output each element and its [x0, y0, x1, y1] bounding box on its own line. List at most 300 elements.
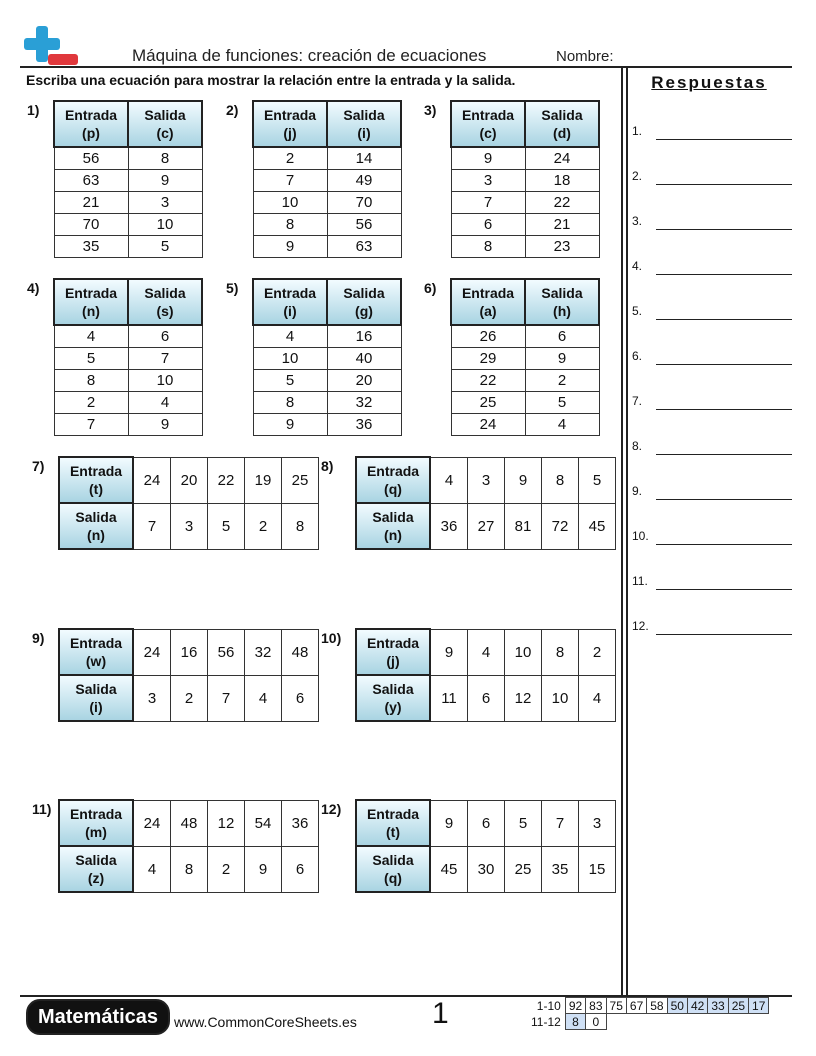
answer-blank[interactable]: [656, 589, 792, 590]
output-value: 2: [171, 675, 208, 721]
input-header-label: Entrada: [69, 806, 123, 822]
input-header: [253, 279, 327, 325]
input-value: 5: [505, 800, 542, 846]
output-value: 81: [505, 503, 542, 549]
input-row: [59, 800, 319, 846]
input-variable: (p): [82, 125, 100, 141]
input-value: 29: [451, 348, 525, 370]
output-value: 7: [208, 675, 245, 721]
function-table: [58, 799, 319, 893]
input-value: 2: [54, 392, 128, 414]
output-value: 10: [128, 214, 202, 236]
output-variable: (c): [156, 125, 174, 141]
answer-blank[interactable]: [656, 319, 792, 320]
output-value: 49: [327, 170, 401, 192]
answer-line[interactable]: [632, 349, 792, 365]
output-value: 40: [327, 348, 401, 370]
answer-number: 12.: [632, 619, 649, 633]
output-value: 20: [327, 370, 401, 392]
output-value: 22: [525, 192, 599, 214]
input-header: [54, 101, 128, 147]
input-variable: (m): [85, 824, 107, 840]
answer-line[interactable]: [632, 574, 792, 590]
output-value: 27: [468, 503, 505, 549]
input-header: [59, 800, 133, 846]
score-key-row: [528, 1014, 769, 1030]
input-value: 24: [133, 800, 171, 846]
output-value: 6: [525, 325, 599, 348]
answer-blank[interactable]: [656, 544, 792, 545]
answer-line[interactable]: [632, 619, 792, 635]
output-value: 4: [525, 414, 599, 436]
output-value: 21: [525, 214, 599, 236]
input-value: 4: [54, 325, 128, 348]
output-header: [327, 279, 401, 325]
table-row: [54, 348, 202, 370]
input-value: 5: [253, 370, 327, 392]
table-row: [451, 147, 599, 170]
page-number: 1: [432, 997, 449, 1030]
problem-number: 3): [424, 102, 437, 118]
header-row: [451, 279, 599, 325]
answer-blank[interactable]: [656, 634, 792, 635]
output-value: 56: [327, 214, 401, 236]
input-row: [356, 800, 616, 846]
answer-blank[interactable]: [656, 139, 792, 140]
output-header: [128, 279, 202, 325]
header-row: [54, 101, 202, 147]
input-header-label: Entrada: [69, 463, 123, 479]
input-value: 9: [505, 457, 542, 503]
input-value: 32: [245, 629, 282, 675]
input-variable: (t): [89, 481, 103, 497]
input-variable: (i): [283, 303, 297, 319]
output-header-label: Salida: [75, 509, 117, 525]
input-value: 10: [253, 192, 327, 214]
output-value: 9: [128, 414, 202, 436]
input-variable: (c): [479, 125, 497, 141]
input-value: 8: [253, 214, 327, 236]
output-value: 23: [525, 236, 599, 258]
output-header: [327, 101, 401, 147]
input-header-label: Entrada: [461, 285, 515, 301]
output-value: 11: [430, 675, 468, 721]
output-value: 16: [327, 325, 401, 348]
output-value: 72: [542, 503, 579, 549]
table-row: [54, 414, 202, 436]
output-value: 45: [430, 846, 468, 892]
input-header: [54, 279, 128, 325]
problem-number: 4): [27, 280, 40, 296]
score-key-value: 0: [586, 1014, 606, 1030]
answer-number: 9.: [632, 484, 643, 498]
answer-line[interactable]: [632, 484, 792, 500]
input-value: 22: [208, 457, 245, 503]
input-value: 35: [54, 236, 128, 258]
output-value: 10: [542, 675, 579, 721]
page-title: Máquina de funciones: creación de ecuaciones: [132, 46, 487, 65]
input-value: 54: [245, 800, 282, 846]
input-value: 9: [253, 236, 327, 258]
score-key-value: 50: [667, 998, 687, 1014]
output-header-label: Salida: [541, 285, 583, 301]
problem-number: 11): [32, 801, 52, 817]
output-header: [59, 503, 133, 549]
input-header-label: Entrada: [366, 635, 420, 651]
input-row: [59, 457, 319, 503]
input-value: 63: [54, 170, 128, 192]
output-value: 14: [327, 147, 401, 170]
problem-number: 10): [321, 630, 342, 646]
instructions: Escriba una ecuación para mostrar la relación entre la entrada y la salida.: [26, 72, 516, 88]
input-value: 12: [208, 800, 245, 846]
input-header-label: Entrada: [64, 285, 118, 301]
score-key-value: 67: [626, 998, 646, 1014]
answer-line[interactable]: [632, 439, 792, 455]
output-header-label: Salida: [144, 285, 186, 301]
table-row: [253, 348, 401, 370]
table-row: [451, 370, 599, 392]
answer-blank[interactable]: [656, 364, 792, 365]
answer-blank[interactable]: [656, 184, 792, 185]
input-variable: (w): [85, 653, 107, 669]
input-header: [451, 279, 525, 325]
header-row: [253, 101, 401, 147]
table-row: [253, 370, 401, 392]
output-value: 9: [128, 170, 202, 192]
output-value: 5: [525, 392, 599, 414]
input-value: 19: [245, 457, 282, 503]
output-value: 3: [133, 675, 171, 721]
output-variable: (n): [384, 527, 402, 543]
input-header: [356, 629, 430, 675]
output-variable: (i): [357, 125, 371, 141]
output-header: [128, 101, 202, 147]
score-key-value: 17: [749, 998, 769, 1014]
function-table: [58, 628, 319, 722]
input-header-label: Entrada: [366, 806, 420, 822]
answer-line[interactable]: [632, 259, 792, 275]
answers-title: Respuestas: [651, 73, 767, 92]
table-row: [451, 192, 599, 214]
input-value: 10: [505, 629, 542, 675]
answer-blank[interactable]: [656, 499, 792, 500]
table-row: [54, 392, 202, 414]
input-value: 9: [253, 414, 327, 436]
answer-line[interactable]: [632, 169, 792, 185]
input-value: 4: [253, 325, 327, 348]
function-table: [355, 799, 616, 893]
answer-blank[interactable]: [656, 229, 792, 230]
output-value: 8: [171, 846, 208, 892]
score-key-range: 1-10: [536, 998, 561, 1013]
output-header-label: Salida: [541, 107, 583, 123]
input-value: 9: [451, 147, 525, 170]
output-value: 32: [327, 392, 401, 414]
input-value: 24: [451, 414, 525, 436]
input-row: [356, 629, 616, 675]
input-value: 26: [451, 325, 525, 348]
output-row: [59, 846, 319, 892]
output-variable: (d): [553, 125, 571, 141]
output-row: [59, 675, 319, 721]
input-value: 8: [54, 370, 128, 392]
input-value: 22: [451, 370, 525, 392]
score-key-value: 83: [586, 998, 606, 1014]
output-header: [59, 675, 133, 721]
input-header: [59, 457, 133, 503]
score-key-value: 25: [728, 998, 748, 1014]
score-key: [528, 997, 769, 1030]
answer-line[interactable]: [632, 394, 792, 410]
problem-number: 12): [321, 801, 342, 817]
score-key-value: 8: [565, 1014, 585, 1030]
problem-number: 6): [424, 280, 437, 296]
function-table: [53, 100, 203, 258]
problem-number: 8): [321, 458, 334, 474]
input-header-label: Entrada: [366, 463, 420, 479]
input-value: 21: [54, 192, 128, 214]
table-row: [253, 392, 401, 414]
output-value: 4: [245, 675, 282, 721]
table-row: [451, 170, 599, 192]
output-value: 3: [128, 192, 202, 214]
output-variable: (h): [553, 303, 571, 319]
output-value: 12: [505, 675, 542, 721]
problem-number: 5): [226, 280, 239, 296]
score-key-value: 33: [708, 998, 728, 1014]
input-value: 24: [133, 629, 171, 675]
output-value: 24: [525, 147, 599, 170]
input-value: 25: [282, 457, 319, 503]
output-header-label: Salida: [75, 852, 117, 868]
output-row: [356, 846, 616, 892]
input-value: 9: [430, 629, 468, 675]
output-value: 35: [542, 846, 579, 892]
output-header-label: Salida: [75, 681, 117, 697]
function-table: [450, 278, 600, 436]
table-row: [451, 325, 599, 348]
input-value: 5: [579, 457, 616, 503]
output-value: 45: [579, 503, 616, 549]
output-value: 5: [208, 503, 245, 549]
input-value: 4: [430, 457, 468, 503]
table-row: [54, 214, 202, 236]
answer-number: 8.: [632, 439, 643, 453]
score-key-value: 58: [647, 998, 667, 1014]
table-row: [253, 192, 401, 214]
table-row: [54, 192, 202, 214]
input-header: [253, 101, 327, 147]
answer-line[interactable]: [632, 214, 792, 230]
table-row: [451, 392, 599, 414]
output-value: 18: [525, 170, 599, 192]
output-value: 7: [128, 348, 202, 370]
output-variable: (z): [87, 870, 105, 886]
answer-line[interactable]: [632, 124, 792, 140]
output-value: 9: [245, 846, 282, 892]
input-header: [59, 629, 133, 675]
table-row: [253, 325, 401, 348]
output-header: [356, 846, 430, 892]
input-value: 2: [253, 147, 327, 170]
input-variable: (n): [82, 303, 100, 319]
output-row: [356, 675, 616, 721]
input-value: 7: [542, 800, 579, 846]
output-value: 8: [282, 503, 319, 549]
output-header: [525, 101, 599, 147]
answer-blank[interactable]: [656, 409, 792, 410]
input-variable: (t): [386, 824, 400, 840]
input-value: 9: [430, 800, 468, 846]
input-value: 48: [171, 800, 208, 846]
input-variable: (q): [384, 481, 402, 497]
input-header-label: Entrada: [69, 635, 123, 651]
output-header: [525, 279, 599, 325]
answer-line[interactable]: [632, 529, 792, 545]
input-value: 7: [451, 192, 525, 214]
output-value: 70: [327, 192, 401, 214]
input-variable: (j): [386, 653, 400, 669]
table-row: [451, 236, 599, 258]
output-header-label: Salida: [372, 509, 414, 525]
input-header-label: Entrada: [263, 285, 317, 301]
problem-number: 9): [32, 630, 45, 646]
answer-blank[interactable]: [656, 274, 792, 275]
input-value: 3: [451, 170, 525, 192]
input-value: 6: [451, 214, 525, 236]
input-value: 4: [468, 629, 505, 675]
function-table: [355, 456, 616, 550]
answer-number: 5.: [632, 304, 643, 318]
input-value: 5: [54, 348, 128, 370]
output-header-label: Salida: [144, 107, 186, 123]
output-variable: (s): [156, 303, 174, 319]
answer-number: 4.: [632, 259, 643, 273]
output-value: 8: [128, 147, 202, 170]
input-header: [356, 800, 430, 846]
table-row: [253, 170, 401, 192]
output-header-label: Salida: [372, 681, 414, 697]
function-table: [58, 456, 319, 550]
score-key-value: 92: [565, 998, 585, 1014]
output-value: 2: [245, 503, 282, 549]
answer-blank[interactable]: [656, 454, 792, 455]
input-value: 2: [579, 629, 616, 675]
score-key-range: 11-12: [531, 1014, 561, 1029]
answer-number: 6.: [632, 349, 643, 363]
problem-number: 1): [27, 102, 40, 118]
table-row: [253, 147, 401, 170]
output-value: 10: [128, 370, 202, 392]
input-value: 7: [253, 170, 327, 192]
table-row: [451, 414, 599, 436]
input-value: 8: [542, 629, 579, 675]
input-value: 24: [133, 457, 171, 503]
output-header-label: Salida: [343, 107, 385, 123]
function-table: [450, 100, 600, 258]
table-row: [253, 214, 401, 236]
score-key-value: 75: [606, 998, 626, 1014]
output-value: 7: [133, 503, 171, 549]
input-header: [451, 101, 525, 147]
input-value: 3: [468, 457, 505, 503]
input-row: [59, 629, 319, 675]
table-row: [54, 325, 202, 348]
output-value: 36: [327, 414, 401, 436]
answer-number: 11.: [632, 574, 648, 588]
input-variable: (a): [479, 303, 497, 319]
output-row: [356, 503, 616, 549]
output-value: 5: [128, 236, 202, 258]
output-header: [356, 503, 430, 549]
output-value: 6: [128, 325, 202, 348]
output-value: 2: [208, 846, 245, 892]
output-value: 3: [171, 503, 208, 549]
input-row: [356, 457, 616, 503]
output-header-label: Salida: [343, 285, 385, 301]
table-row: [54, 170, 202, 192]
output-variable: (q): [384, 870, 402, 886]
input-header-label: Entrada: [64, 107, 118, 123]
input-value: 8: [542, 457, 579, 503]
answer-line[interactable]: [632, 304, 792, 320]
answer-divider-right: [626, 66, 628, 995]
table-row: [253, 236, 401, 258]
output-header: [59, 846, 133, 892]
table-row: [451, 348, 599, 370]
output-value: 36: [430, 503, 468, 549]
output-header: [356, 675, 430, 721]
table-row: [54, 370, 202, 392]
answer-number: 7.: [632, 394, 643, 408]
input-value: 8: [253, 392, 327, 414]
table-row: [451, 214, 599, 236]
input-value: 3: [579, 800, 616, 846]
input-value: 6: [468, 800, 505, 846]
score-key-row: [528, 998, 769, 1014]
brand-badge: Matemáticas: [26, 999, 170, 1035]
input-value: 56: [208, 629, 245, 675]
output-value: 63: [327, 236, 401, 258]
function-table: [252, 100, 402, 258]
output-value: 25: [505, 846, 542, 892]
input-value: 10: [253, 348, 327, 370]
output-row: [59, 503, 319, 549]
function-table: [252, 278, 402, 436]
output-value: 2: [525, 370, 599, 392]
name-label: Nombre:: [556, 48, 614, 65]
output-variable: (n): [87, 527, 105, 543]
answer-number: 1.: [632, 124, 643, 138]
input-value: 36: [282, 800, 319, 846]
input-header-label: Entrada: [263, 107, 317, 123]
input-value: 25: [451, 392, 525, 414]
output-variable: (y): [384, 699, 402, 715]
problem-number: 2): [226, 102, 239, 118]
function-table: [53, 278, 203, 436]
input-value: 48: [282, 629, 319, 675]
input-value: 16: [171, 629, 208, 675]
input-value: 70: [54, 214, 128, 236]
output-value: 4: [128, 392, 202, 414]
output-value: 4: [133, 846, 171, 892]
output-value: 4: [579, 675, 616, 721]
input-value: 56: [54, 147, 128, 170]
input-header: [356, 457, 430, 503]
output-value: 30: [468, 846, 505, 892]
input-value: 8: [451, 236, 525, 258]
